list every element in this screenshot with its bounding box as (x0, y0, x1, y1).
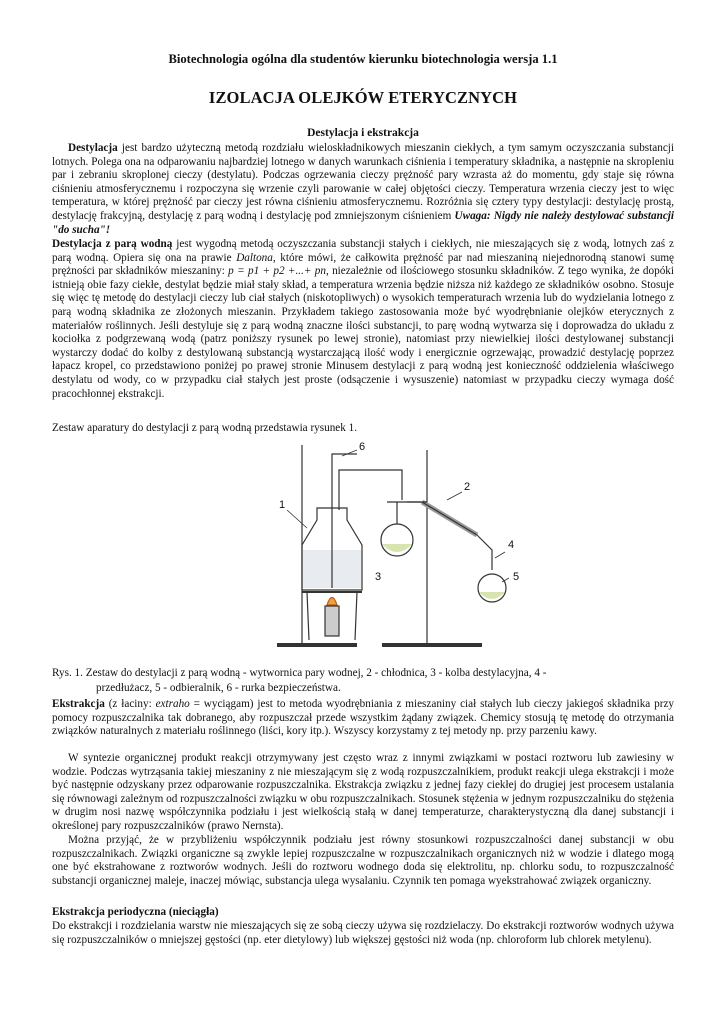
steam-tube (339, 470, 402, 510)
dalton-formula: p = p1 + p2 +...+ pn (228, 265, 326, 278)
paragraph-text: Można przyjąć, że w przybliżeniu współczynnik podziału jest równy stosunkowi rozpuszczalności danej substancji w obu rozpuszczalnikach. Związki organiczne są zwykle lepiej rozpuszczalne w rozpuszczalnikach organicznych niż w wodzie i dlatego mogą one być ekstrahowane z roztworów wodnych. Jeśli do roztworu wodnego doda się elektrolitu, np. chlorku sodu, to rozpuszczalność substancji organicznej maleje, inaczej mówiąc, substancja ulega wysalaniu. Czynnik ten pomaga wyekstrahować związek organiczny. (52, 834, 674, 887)
figure-label-2: 2 (464, 481, 471, 493)
paragraph-text: = wyciągam) jest to metoda wyodrębniania z mieszaniny ciał stałych lub cieczy jakiegoś składnika przy pomocy rozpuszczalnika tak dobranego, aby rozpuszczał przede wszystkim żądany związek. Chemicy stosują tę metodę do otrzymania związków naturalnych z materiału roślinnego (liści, kory itp.). Wszyscy korzystamy z tej metody np. przy parzeniu kawy. (52, 698, 675, 738)
paragraph-organic-synthesis (52, 752, 674, 834)
adapter (477, 535, 492, 570)
steam-distillation-apparatus-figure (247, 440, 547, 662)
paragraph-distillation (52, 142, 674, 237)
section-title-periodic-extraction: Ekstrakcja periodyczna (nieciągła) (52, 906, 219, 918)
paragraph-text: Do ekstrakcji i rozdzielania warstw nie mieszających się ze sobą cieczy używa się rozdzielaczy. Do ekstrakcji roztworów wodnych używa się rozpuszczalników o mniejszej gęstości (np. eter dietylowy) lub większej gęstości niż woda (np. chloroform lub chlorek metylenu). (52, 920, 674, 946)
figure-label-1: 1 (279, 499, 286, 511)
paragraph-extraction (52, 698, 674, 739)
paragraph-text: W syntezie organicznej produkt reakcji otrzymywany jest często wraz z innymi związkami w postaci roztworu lub zawiesiny w wodzie. Podczas wytrząsania takiej mieszaniny z nie mieszającym się z wodą rozpuszczalnikiem, produkt reakcji ulega ekstrakcji i może być następnie odzyskany przez odparowanie rozpuszczalnika. Ekstrakcja związku z jednej fazy ciekłej do drugiej jest procesem ustalania się równowagi zależnym od rozpuszczalności związku w obu rozpuszczalnikach. Stosunek stężenia w jednym rozpuszczalniku do stężenia w drugim nosi nazwę współczynnika podziału i jest wielkością stałą w danej temperaturze, charakterystyczną dla danej substancji i określonej pary rozpuszczalników (prawo Nernsta). (52, 752, 674, 832)
running-header: Biotechnologia ogólna dla studentów kierunku biotechnologia wersja 1.1 (168, 52, 558, 66)
paragraph-separatory-funnel (52, 920, 674, 947)
burner (325, 606, 339, 636)
figure-label-6: 6 (359, 441, 366, 453)
caption-line-1: Rys. 1. Zestaw do destylacji z parą wodną - wytwornica pary wodnej, 2 - chłodnica, 3 - kolba destylacyjna, 4 - (52, 667, 547, 679)
paragraph-text: (z łaciny: (104, 698, 156, 710)
paragraph-steam-distillation (52, 238, 674, 401)
latin-word: extraho (155, 698, 190, 710)
term-ekstrakcja: Ekstrakcja (52, 698, 105, 710)
paragraph-text: jest bardzo użyteczną metodą rozdziału wieloskładnikowych mieszanin ciekłych, a tym samym oczyszczania substancji lotnych. Polega ona na odparowaniu najbardziej lotnego w danych warunkach ciśnienia i temperatury składnika, a następnie na skropleniu par i zebraniu skroplonej cieczy (destylatu). Podczas ogrzewania cieczy prężność pary wzrasta aż do momentu, gdy staje się równa ciśnieniu atmosferycznemu i rozpoczyna się wrzenie czyli parowanie w całej objętości cieczy. Temperatura wrzenia cieczy jest to więc temperatura, w której prężność par cieczy jest równa ciśnieniu atmosferycznemu. Rozróżnia się cztery typy destylacji: destylację prostą, destylację frakcyjną, destylację z parą wodną i destylację pod zmniejszonym ciśnieniem (52, 142, 674, 222)
paragraph-text: , które mówi, że całkowita prężność par nad mieszaniną niejednorodną stanowi sumę prężności par składników mieszaniny: (52, 251, 675, 278)
paragraph-text: , niezależnie od ilościowego stosunku składników. Z tego wynika, że dopóki istnieją obie fazy ciekłe, destylat będzie miał stały skład, a temperatura wrzenia będzie niższa niż każdego ze składników osobno. Stosuje się więc tę metodę do destylacji cieczy lub ciał stałych (niskotopliwych) o wysokich temperaturach wrzenia lub do wydzielania lotnego z parą wodną składnika ze złożonych mieszanin. Przykładem takiego zastosowania może być wyodrębnianie olejków eterycznych z materiałów roślinnych. Jeśli destyluje się z parą wodną znaczne ilości substancji, to parę wodną wytwarza się i doprowadza do układu z kociołka z podgrzewaną wodą (patrz poniższy rysunek po lewej stronie), natomiast przy niewielkiej ilości destylowanej substancji wystarczy dodać do kolby z destylowaną substancją wystarczającą ilość wody i energicznie ogrzewając, prowadzić destylację poprzez łapacz kropel, co przedstawiono poniżej po prawej stronie Minusem destylacji z parą wodną jest konieczność oddzielenia właściwego destylatu od wody, co w przypadku ciał stałych jest proste (odsączenie i wysuszenie) natomiast w przypadku cieczy wymaga dość pracochłonnej ekstrakcji. (52, 265, 674, 400)
paragraph-text: Zestaw aparatury do destylacji z parą wodną przedstawia rysunek 1. (52, 422, 358, 434)
section-title-distillation: Destylacja i ekstrakcja (307, 127, 419, 139)
paragraph-text: jest wygodną metodą oczyszczania substancji stałych i ciekłych, nie mieszających się z wodą, lotnych zaś z parą wodną. Opiera się ona na prawie (52, 238, 674, 264)
figure-label-5: 5 (513, 571, 520, 583)
figure-label-4: 4 (508, 539, 515, 551)
caption-line-2: przedłużacz, 5 - odbieralnik, 6 - rurka bezpieczeństwa. (96, 682, 341, 694)
warning-text: Uwaga: Nigdy nie należy destylować substancji "do sucha"! (52, 209, 674, 236)
dalton-name: Daltona (236, 251, 273, 264)
paragraph-partition-coefficient (52, 834, 674, 888)
page-title: IZOLACJA OLEJKÓW ETERYCZNYCH (208, 88, 518, 107)
term-destylacja: Destylacja (68, 142, 118, 154)
flame (327, 598, 337, 606)
term-steam-distillation: Destylacja z parą wodną (52, 238, 173, 250)
figure-label-3: 3 (375, 571, 382, 583)
figure-intro (52, 422, 674, 436)
figure-caption (52, 666, 674, 696)
